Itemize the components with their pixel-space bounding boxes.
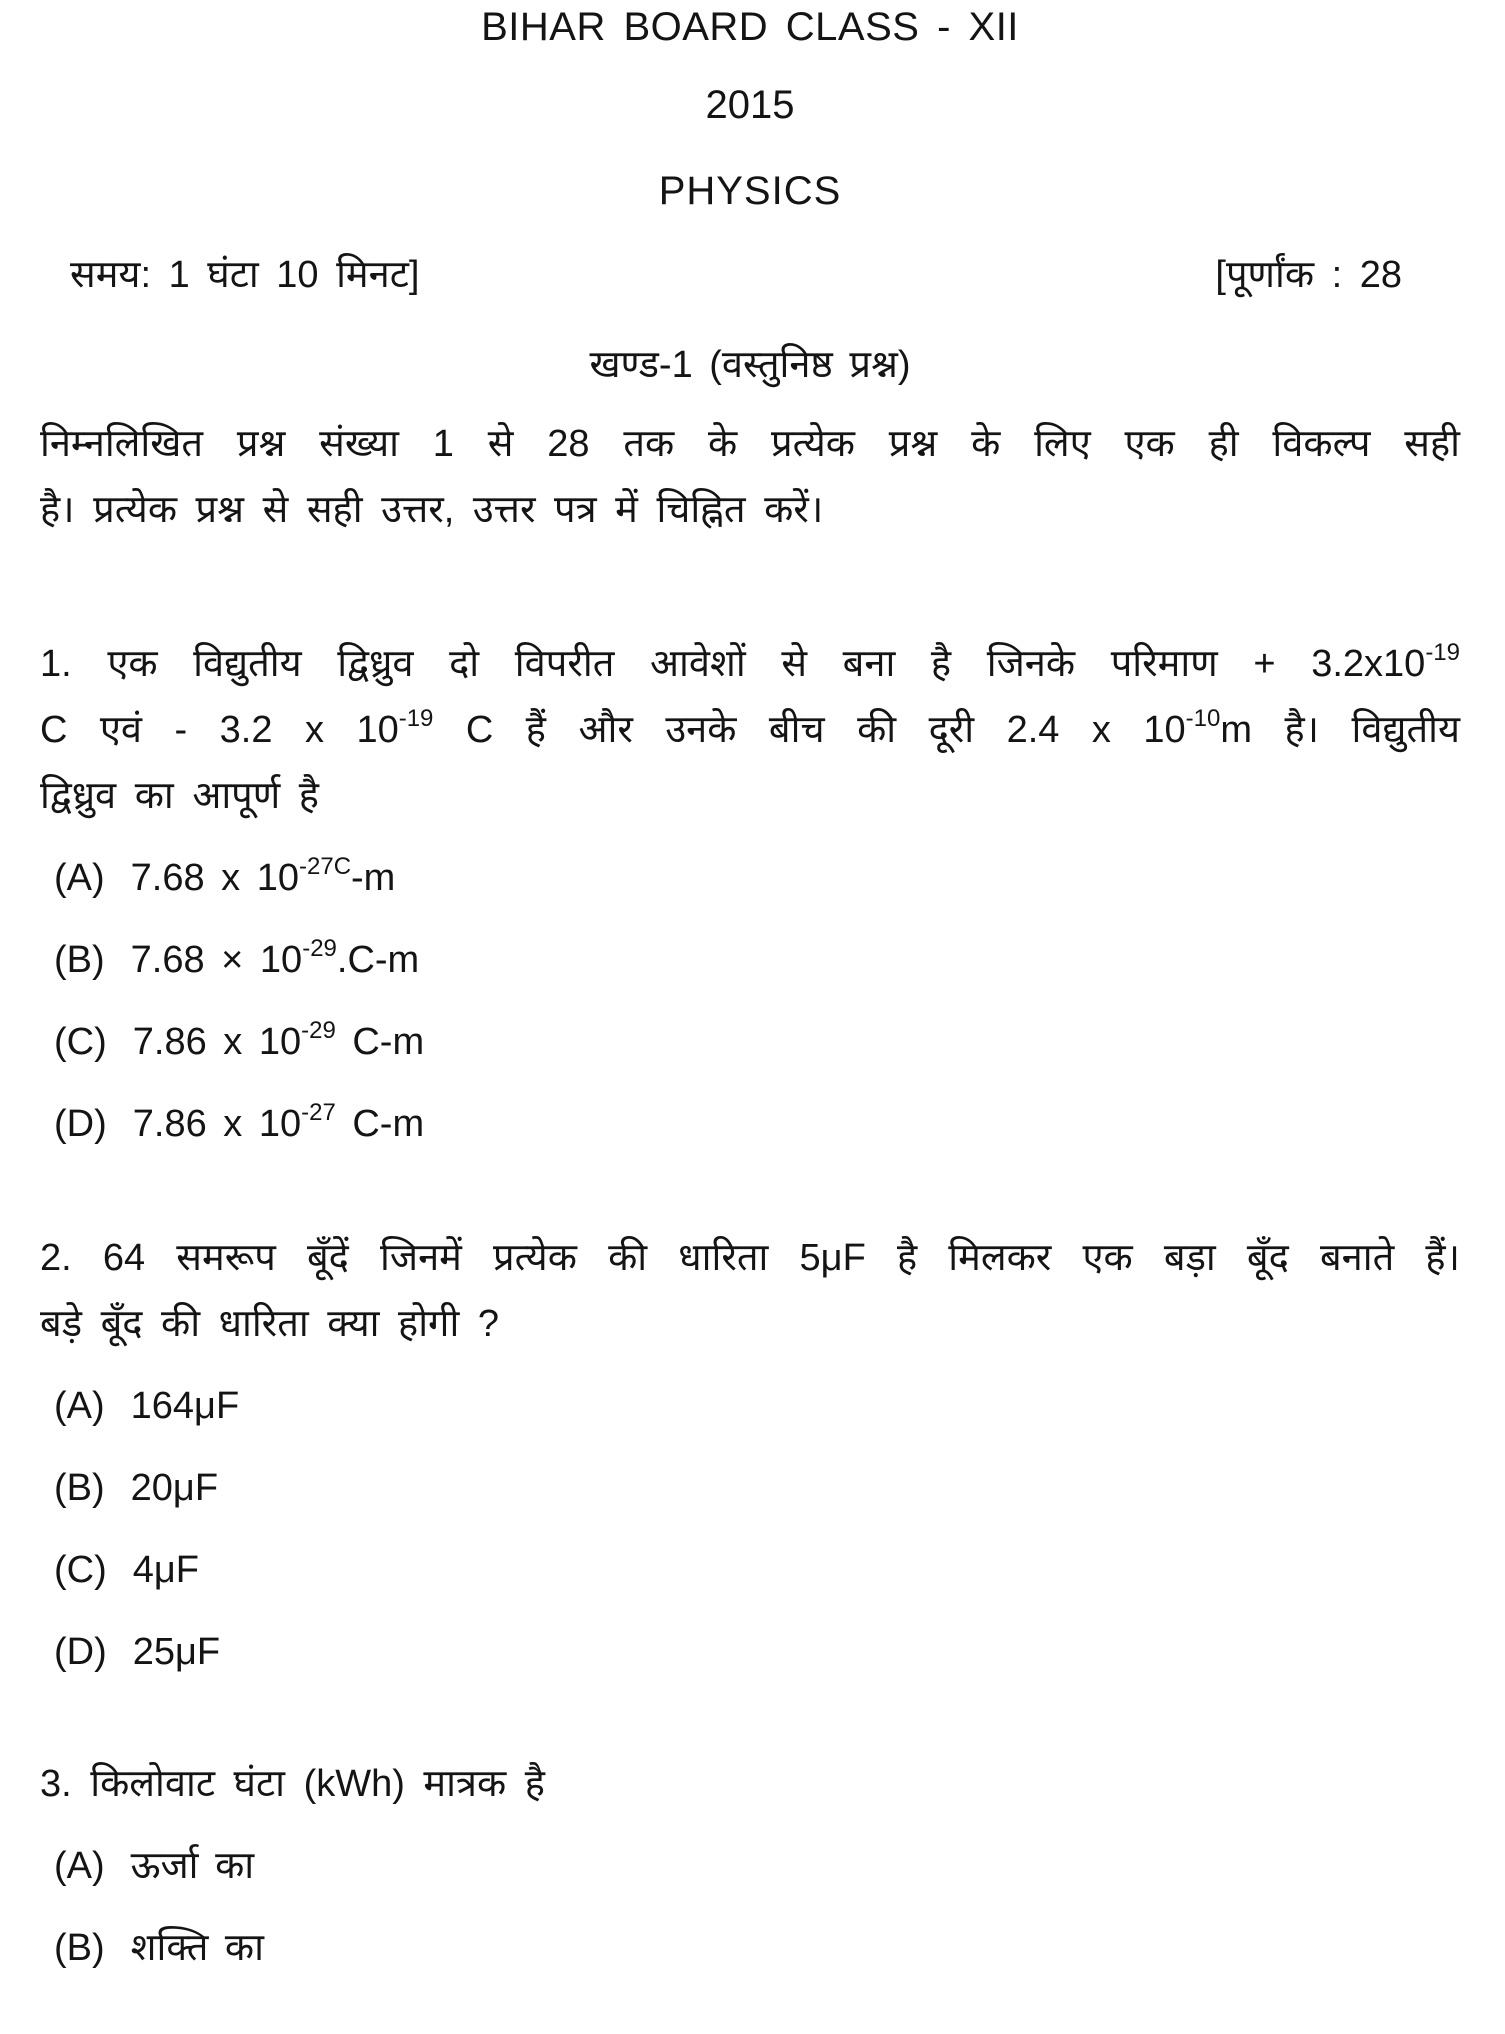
page-title: BIHAR BOARD CLASS - XII [481, 5, 1019, 49]
exam-year: 2015 [705, 83, 795, 127]
time-allowed: समय: 1 घंटा 10 मिनट] [70, 254, 420, 296]
text-line: बड़े बूँद की धारिता क्या होगी ? [40, 1303, 499, 1345]
subject-title: PHYSICS [658, 169, 842, 213]
option-value: 25μF [132, 1631, 221, 1673]
option-label: (C) [54, 1021, 107, 1063]
question-1-options [40, 853, 1460, 1149]
question-3-option-a [40, 1841, 1460, 1891]
question-3 [40, 1751, 1460, 1973]
question-1 [40, 631, 1460, 1149]
question-2-text [40, 1225, 1460, 1357]
question-2 [40, 1225, 1460, 1677]
option-label: (D) [54, 1103, 107, 1145]
text-line: निम्नलिखित प्रश्न संख्या 1 से 28 तक के प्रत्येक प्रश्न के लिए एक ही विकल्प सही [40, 423, 1460, 465]
question-2-option-d [40, 1627, 1460, 1677]
text-line: है। प्रत्येक प्रश्न से सही उत्तर, उत्तर पत्र में चिह्नित करें। [40, 489, 824, 531]
question-1-option-b [40, 935, 1460, 985]
meta-row [40, 249, 1460, 301]
question-2-option-b [40, 1463, 1460, 1513]
option-label: (C) [54, 1549, 107, 1591]
question-2-options [40, 1381, 1460, 1677]
question-1-text [40, 631, 1460, 829]
option-value: 4μF [132, 1549, 200, 1591]
option-label: (D) [54, 1631, 107, 1673]
text-line: 3. किलोवाट घंटा (kWh) मात्रक है [40, 1763, 545, 1805]
text-line: C एवं - 3.2 x $10^{-19}$ C हैं और उनके बीच की दूरी 2.4 x $10^{-10}m$ है। विद्युतीय [40, 705, 1460, 751]
text-line: 1. एक विद्युतीय द्विध्रुव दो विपरीत आवेशों से बना है जिनके परिमाण + $3.2x10^{-19}$ [40, 639, 1460, 685]
option-label: (B) [54, 1467, 105, 1509]
option-label: (B) [54, 1927, 105, 1969]
text-line: 2. 64 समरूप बूँदें जिनमें प्रत्येक की धारिता 5μF है मिलकर एक बड़ा बूँद बनाते हैं। [40, 1237, 1460, 1279]
option-value: $7.68 \times 10^{-29}.C-m$ [130, 935, 420, 981]
question-2-option-a [40, 1381, 1460, 1431]
text-line: द्विध्रुव का आपूर्ण है [40, 775, 319, 817]
option-value: ऊर्जा का [130, 1845, 255, 1887]
option-value: 7.68 x $10^{-27C}-m$ [130, 853, 396, 899]
section-heading: खण्ड-1 (वस्तुनिष्ठ प्रश्न) [589, 344, 911, 386]
option-value: 7.86 x $10^{-27}$ C-m [132, 1099, 425, 1145]
question-3-option-b [40, 1923, 1460, 1973]
question-3-options [40, 1841, 1460, 1973]
option-value: 7.86 x $10^{-29}$ C-m [132, 1017, 425, 1063]
option-label: (A) [54, 1385, 105, 1427]
instructions [40, 411, 1460, 543]
question-2-option-c [40, 1545, 1460, 1595]
max-marks: [पूर्णांक : 28 [1215, 254, 1402, 296]
option-label: (A) [54, 1845, 105, 1887]
question-1-option-c [40, 1017, 1460, 1067]
question-1-option-a [40, 853, 1460, 903]
option-value: शक्ति का [130, 1927, 264, 1969]
question-3-text [40, 1751, 1460, 1817]
option-label: (A) [54, 857, 105, 899]
option-value: 164μF [130, 1385, 240, 1427]
option-value: 20μF [130, 1467, 219, 1509]
option-label: (B) [54, 939, 105, 981]
question-1-option-d [40, 1099, 1460, 1149]
